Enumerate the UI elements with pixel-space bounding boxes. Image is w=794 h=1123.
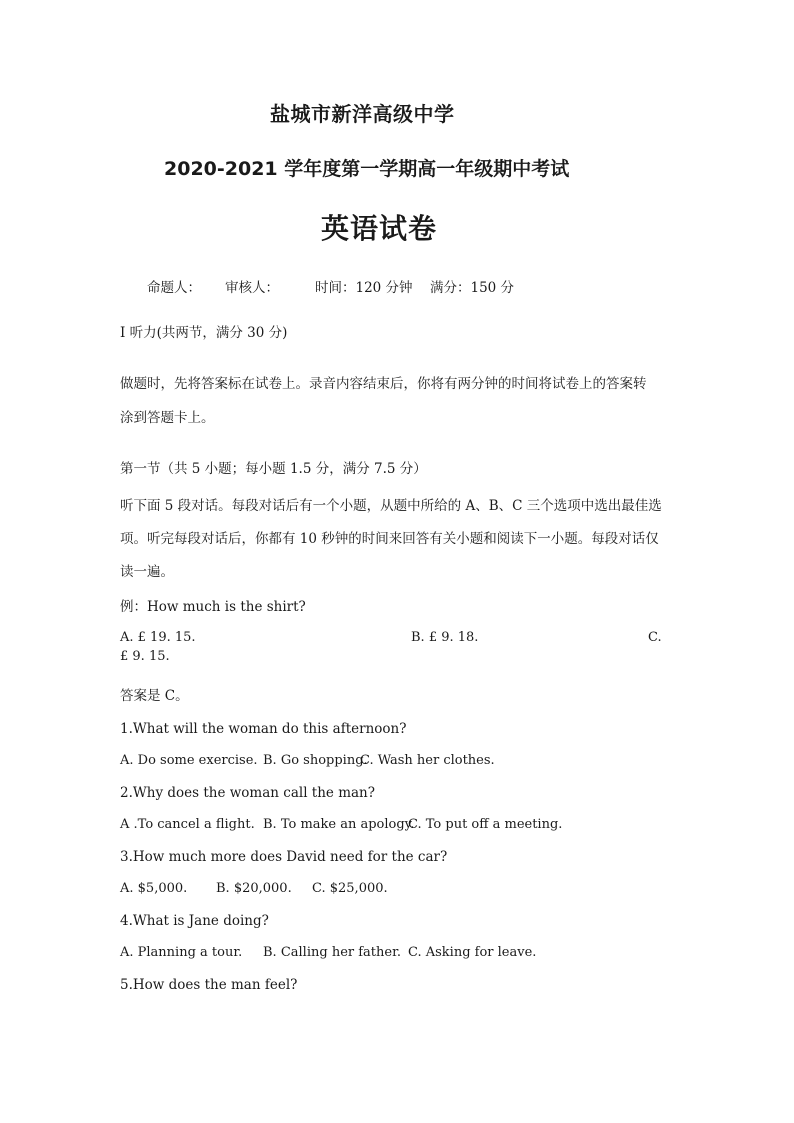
option-b: B. Calling her father. [263,945,401,960]
subject-title: 英语试卷 [321,212,438,245]
option-a: A. Planning a tour. [120,945,243,960]
example-option-c-label: C. [648,630,662,645]
option-b: B. $20,000. [216,881,292,896]
option-b: B. Go shopping. [263,753,368,768]
question-1: 1.What will the woman do this afternoon? [120,721,407,737]
reviewer-label: 审核人： [225,280,279,296]
section1-instruction-line2: 涂到答题卡上。 [120,410,215,426]
section1-instruction-line1: 做题时，先将答案标在试卷上。录音内容结束后，你将有两分钟的时间将试卷上的答案转 [120,376,647,392]
option-b: B. To make an apology. [263,817,415,832]
school-name: 盐城市新洋高级中学 [270,102,455,126]
question-3: 3.How much more does David need for the car? [120,849,448,865]
score-label: 满分：150 分 [430,280,515,296]
question-2: 2.Why does the woman call the man? [120,785,375,801]
question-5: 5.How does the man feel? [120,977,298,993]
time-label: 时间：120 分钟 [315,280,413,296]
option-a: A. Do some exercise. [120,753,258,768]
question-1-options [120,753,495,768]
setter-label: 命题人： [147,280,201,296]
example-option-a: A. £ 19. 15. [120,630,196,645]
example-option-c-value: £ 9. 15. [120,649,170,664]
example-option-b: B. £ 9. 18. [411,630,479,645]
question-2-options [120,817,562,832]
option-c: C. Asking for leave. [408,945,537,960]
example-question: 例：How much is the shirt? [120,599,306,615]
part1-instruction: 听下面 5 段对话。每段对话后有一个小题，从题中所给的 A、B、C 三个选项中选出最佳选项。听完每段对话后，你都有 10 秒钟的时间来回答有关小题和阅读下一小题。每段对话仅读一遍。 [120,498,662,580]
option-a: A .To cancel a flight. [120,817,255,832]
question-3-options [120,881,388,896]
part1-title: 第一节（共 5 小题；每小题 1.5 分，满分 7.5 分） [120,461,427,477]
question-4: 4.What is Jane doing? [120,913,269,929]
example-answer: 答案是 C。 [120,688,189,704]
exam-term-title: 2020-2021 学年度第一学期高一年级期中考试 [164,158,570,180]
option-c: C. Wash her clothes. [360,753,495,768]
question-4-options [120,945,536,960]
option-a: A. $5,000. [120,881,188,896]
section1-title: I 听力(共两节，满分 30 分) [120,325,288,341]
option-c: C. $25,000. [312,881,388,896]
option-c: C. To put off a meeting. [408,817,563,832]
exam-meta [147,276,514,296]
